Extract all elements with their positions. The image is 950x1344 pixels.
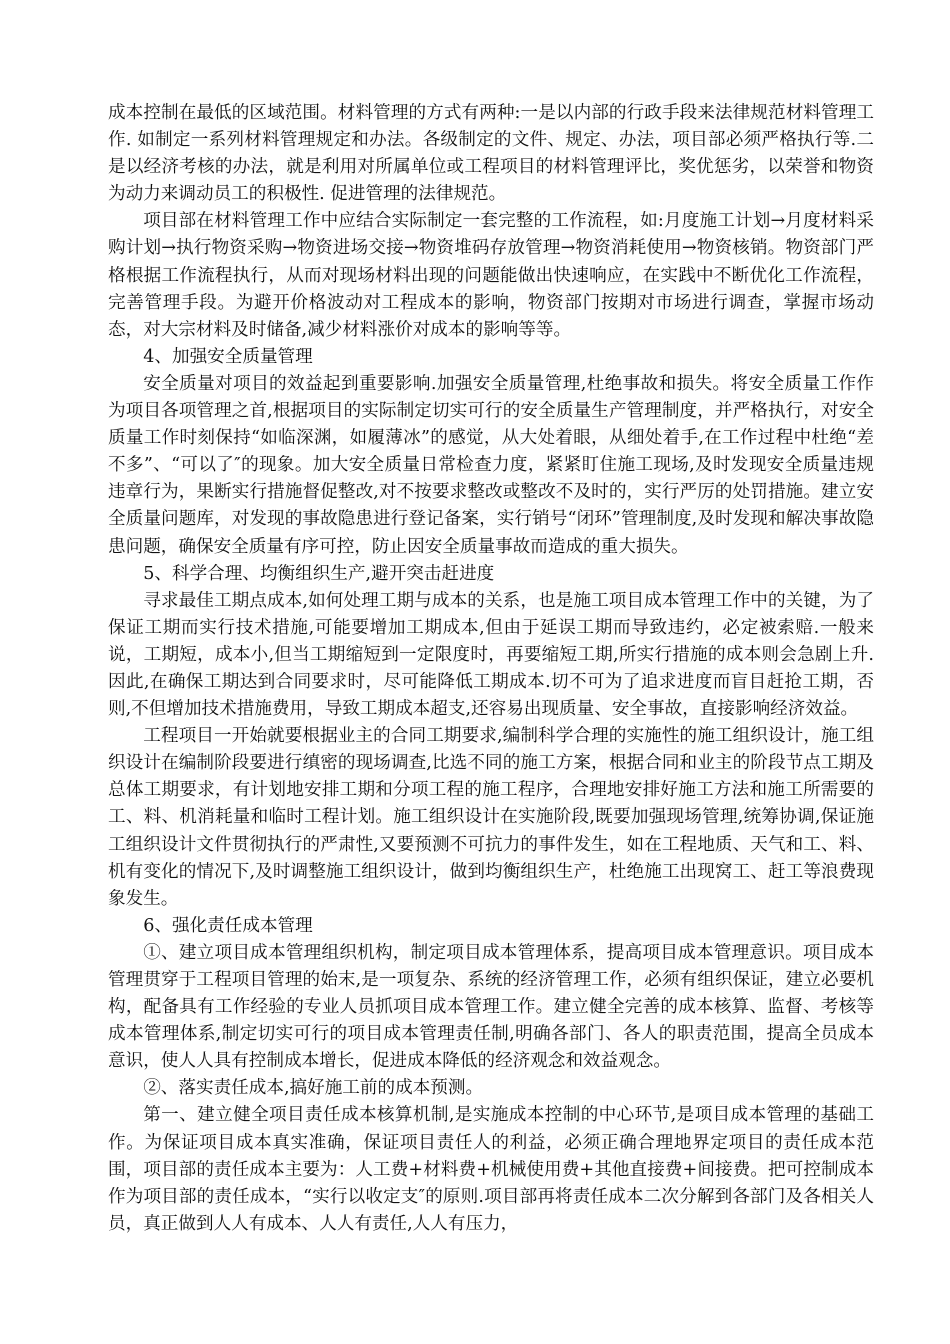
paragraph-material-management-methods: 成本控制在最低的区域范围。材料管理的方式有两种:一是以内部的行政手段来法律规范材料管理工作. 如制定一系列材料管理规定和办法。各级制定的文件、规定、办法，项目部必须严格执行等.二是以经济考核的办法，就是利用对所属单位或工程项目的材料管理评比，奖优惩劣，以荣誉和物资为动力来调动员工的积极性. 促进管理的法律规范。 xyxy=(108,103,874,205)
paragraph-cost-accounting: 第一、建立健全项目责任成本核算机制,是实施成本控制的中心环节,是项目成本管理的基础工作。为保证项目成本真实准确，保证项目责任人的利益，必须正确合理地界定项目的责任成本范围，项目部的责任成本主要为：人工费+材料费+机械使用费+其他直接费+间接费。把可控制成本作为项目部的责任成本，“实行以收定支″的原则.项目部再将责任成本二次分解到各部门及各相关人员，真正做到人人有成本、人人有责任,人人有压力， xyxy=(108,1105,874,1234)
heading-cost-forecast: ②、落实责任成本,搞好施工前的成本预测。 xyxy=(143,1078,484,1099)
paragraph-schedule-cost: 寻求最佳工期点成本,如何处理工期与成本的关系，也是施工项目成本管理工作中的关键，为了保证工期而实行技术措施,可能要增加工期成本,但由于延误工期而导致违约，必定被索赔.一般来说，工期短，成本小,但当工期缩短到一定限度时，再要缩短工期,所实行措施的成本则会急剧上升.因此,在确保工期达到合同要求时，尽可能降低工期成本.切不可为了追求进度而盲目赶抢工期，否则,不但增加技术措施费用，导致工期成本超支,还容易出现质量、安全事故，直接影响经济效益。 xyxy=(108,590,874,720)
heading-responsibility-cost: 6、强化责任成本管理 xyxy=(143,915,313,936)
paragraph-construction-organization: 工程项目一开始就要根据业主的合同工期要求,编制科学合理的实施性的施工组织设计，施工组织设计在编制阶段要进行缜密的现场调查,比选不同的施工方案，根据合同和业主的阶段节点工期及总体工期要求，有计划地安排工期和分项工程的施工程序，合理地安排好施工方法和施工所需要的工、料、机消耗量和临时工程计划。施工组织设计在实施阶段,既要加强现场管理,统筹协调,保证施工组织设计文件贯彻执行的严肃性,又要预测不可抗力的事件发生，如在工程地质、天气和工、料、机有变化的情况下,及时调整施工组织设计，做到均衡组织生产，杜绝施工出现窝工、赶工等浪费现象发生。 xyxy=(108,726,874,909)
heading-safety-quality: 4、加强安全质量管理 xyxy=(143,346,313,367)
paragraph-cost-organization: ①、建立项目成本管理组织机构，制定项目成本管理体系，提高项目成本管理意识。项目成本管理贯穿于工程项目管理的始末,是一项复杂、系统的经济管理工作，必须有组织保证，建立必要机构，配备具有工作经验的专业人员抓项目成本管理工作。建立健全完善的成本核算、监督、考核等成本管理体系,制定切实可行的项目成本管理责任制,明确各部门、各人的职责范围，提高全员成本意识，使人人具有控制成本增长，促进成本降低的经济观念和效益观念。 xyxy=(108,942,874,1072)
paragraph-safety-quality: 安全质量对项目的效益起到重要影响.加强安全质量管理,杜绝事故和损失。将安全质量工作作为项目各项管理之首,根据项目的实际制定切实可行的安全质量生产管理制度，并严格执行，对安全质量工作时刻保持“如临深渊，如履薄冰”的感觉，从大处着眼，从细处着手,在工作过程中杜绝“差不多”、“可以了″的现象。加大安全质量日常检查力度，紧紧盯住施工现场,及时发现安全质量违规违章行为，果断实行措施督促整改,对不按要求整改或整改不及时的，实行严厉的处罚措施。建立安全质量问题库，对发现的事故隐患进行登记备案，实行销号“闭环”管理制度,及时发现和解决事故隐患问题，确保安全质量有序可控，防止因安全质量事故而造成的重大损失。 xyxy=(108,373,874,557)
document-page xyxy=(108,100,874,1238)
paragraph-material-workflow: 项目部在材料管理工作中应结合实际制定一套完整的工作流程，如:月度施工计划→月度材料采购计划→执行物资采购→物资进场交接→物资堆码存放管理→物资消耗使用→物资核销。物资部门严格根据工作流程执行，从而对现场材料出现的问题能做出快速响应，在实践中不断优化工作流程，完善管理手段。为避开价格波动对工程成本的影响，物资部门按期对市场进行调查，掌握市场动态，对大宗材料及时储备,减少材料涨价对成本的影响等等。 xyxy=(108,211,874,340)
heading-balanced-production: 5、科学合理、均衡组织生产,避开突击赶进度 xyxy=(143,563,495,584)
